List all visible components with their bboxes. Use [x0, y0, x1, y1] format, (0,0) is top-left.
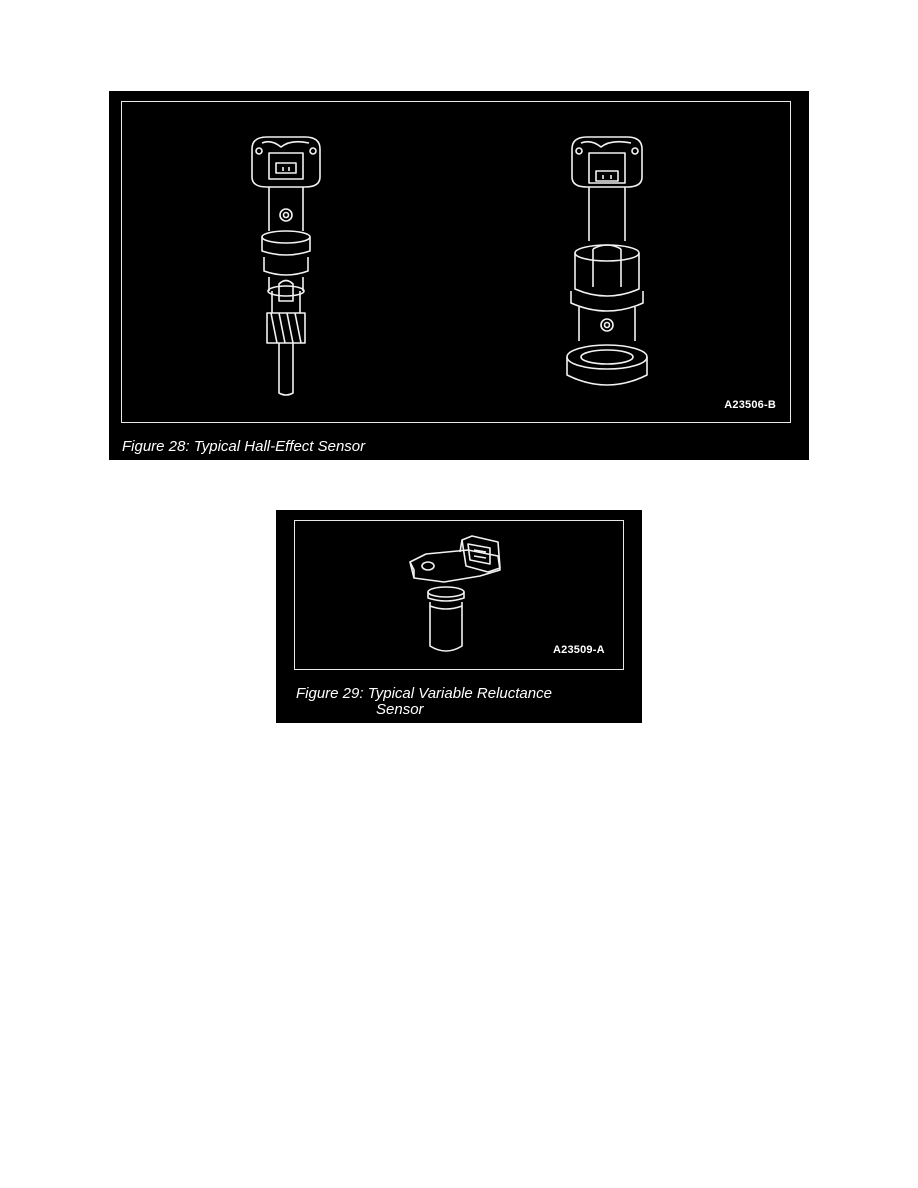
figure-28-panel — [109, 91, 809, 460]
figure-29-panel — [276, 510, 642, 723]
variable-reluctance-sensor-drawing — [410, 536, 500, 651]
figure-29-caption — [296, 686, 552, 718]
figure-28-code: A23506-B — [724, 399, 776, 411]
figure-29-caption-line1: Figure 29: Typical Variable Reluctance — [296, 685, 552, 702]
figure-28-caption: Figure 28: Typical Hall-Effect Sensor — [122, 438, 366, 455]
figure-29-code: A23509-A — [553, 644, 605, 656]
hall-effect-sensor-with-gear-drawing — [252, 137, 320, 395]
hall-effect-sensor-housing-drawing — [567, 137, 647, 385]
figure-29-caption-line2: Sensor — [376, 701, 424, 718]
hall-effect-sensor-illustration — [109, 91, 809, 460]
